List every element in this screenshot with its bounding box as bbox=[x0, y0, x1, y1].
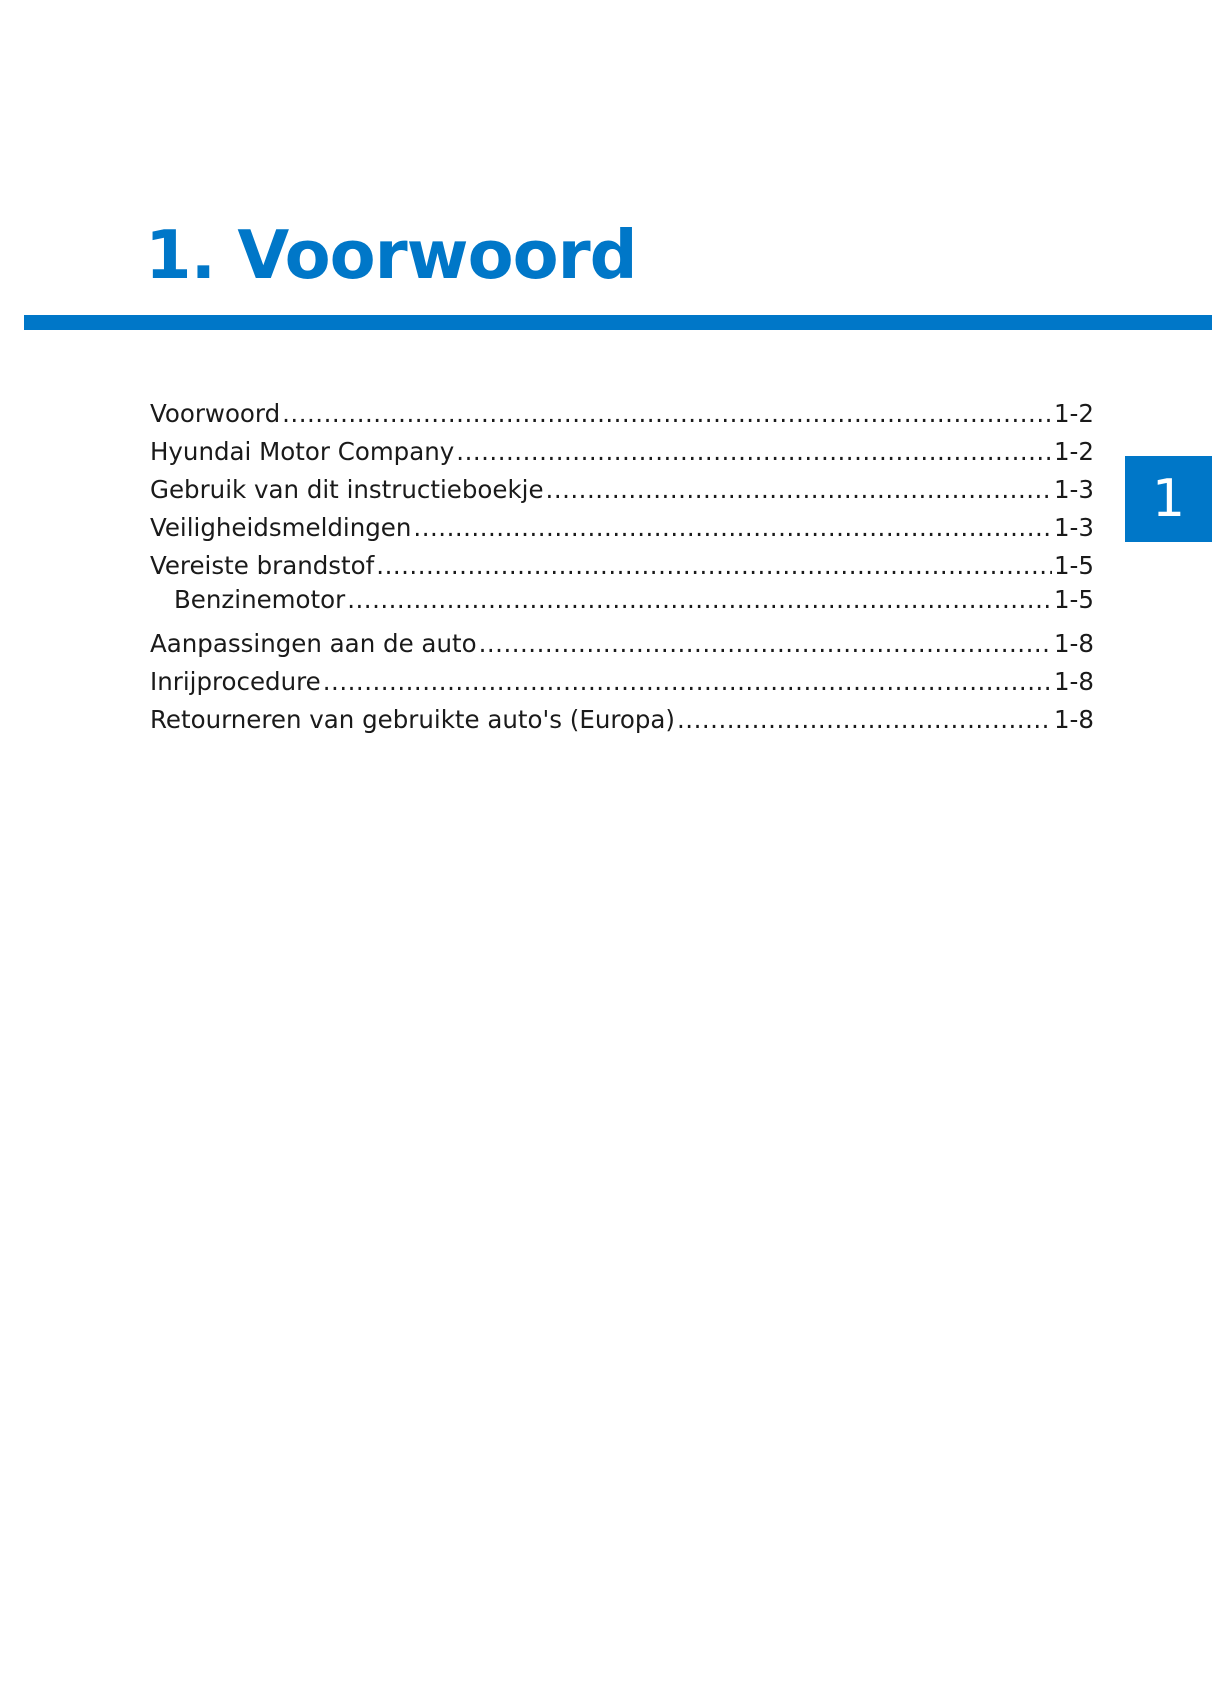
toc-entry-inrijprocedure[interactable] bbox=[150, 663, 1094, 701]
toc-entry-vereiste-brandstof[interactable] bbox=[150, 547, 1094, 585]
toc-entry-page: 1-2 bbox=[1053, 437, 1094, 466]
toc-entry-page: 1-8 bbox=[1053, 667, 1094, 696]
chapter-tab: 1 bbox=[1125, 456, 1212, 542]
toc-leader-dots bbox=[677, 701, 1052, 739]
toc-entry-label: Benzinemotor bbox=[174, 585, 346, 614]
toc-entry-label: Veiligheidsmeldingen bbox=[150, 513, 412, 542]
toc-entry-veiligheidsmeldingen[interactable] bbox=[150, 509, 1094, 547]
toc-entry-page: 1-8 bbox=[1053, 705, 1094, 734]
toc-leader-dots bbox=[347, 585, 1052, 615]
toc-entry-page: 1-8 bbox=[1053, 629, 1094, 658]
toc-leader-dots bbox=[282, 395, 1052, 433]
toc-entry-label: Voorwoord bbox=[150, 399, 281, 428]
chapter-title: 1. Voorwoord bbox=[145, 216, 637, 294]
toc-entry-voorwoord[interactable] bbox=[150, 395, 1094, 433]
toc-entry-label: Retourneren van gebruikte auto's (Europa) bbox=[150, 705, 675, 734]
toc-entry-label: Vereiste brandstof bbox=[150, 551, 375, 580]
toc-entry-page: 1-5 bbox=[1053, 585, 1094, 614]
toc-leader-dots bbox=[376, 547, 1052, 585]
toc-entry-retourneren-gebruikte-autos[interactable] bbox=[150, 701, 1094, 739]
toc-leader-dots bbox=[479, 625, 1052, 663]
table-of-contents bbox=[150, 395, 1094, 739]
toc-entry-page: 1-3 bbox=[1053, 513, 1094, 542]
toc-entry-label: Gebruik van dit instructieboekje bbox=[150, 475, 544, 504]
toc-leader-dots bbox=[546, 471, 1052, 509]
toc-entry-label: Inrijprocedure bbox=[150, 667, 321, 696]
toc-entry-page: 1-5 bbox=[1053, 551, 1094, 580]
toc-entry-label: Hyundai Motor Company bbox=[150, 437, 455, 466]
toc-entry-page: 1-2 bbox=[1053, 399, 1094, 428]
toc-entry-gebruik-instructieboekje[interactable] bbox=[150, 471, 1094, 509]
toc-leader-dots bbox=[323, 663, 1052, 701]
toc-entry-aanpassingen-auto[interactable] bbox=[150, 625, 1094, 663]
toc-entry-label: Aanpassingen aan de auto bbox=[150, 629, 477, 658]
toc-subentry-benzinemotor[interactable] bbox=[150, 585, 1094, 615]
toc-entry-page: 1-3 bbox=[1053, 475, 1094, 504]
toc-leader-dots bbox=[413, 509, 1052, 547]
title-rule bbox=[24, 315, 1212, 330]
toc-leader-dots bbox=[456, 433, 1052, 471]
toc-entry-hyundai-motor-company[interactable] bbox=[150, 433, 1094, 471]
